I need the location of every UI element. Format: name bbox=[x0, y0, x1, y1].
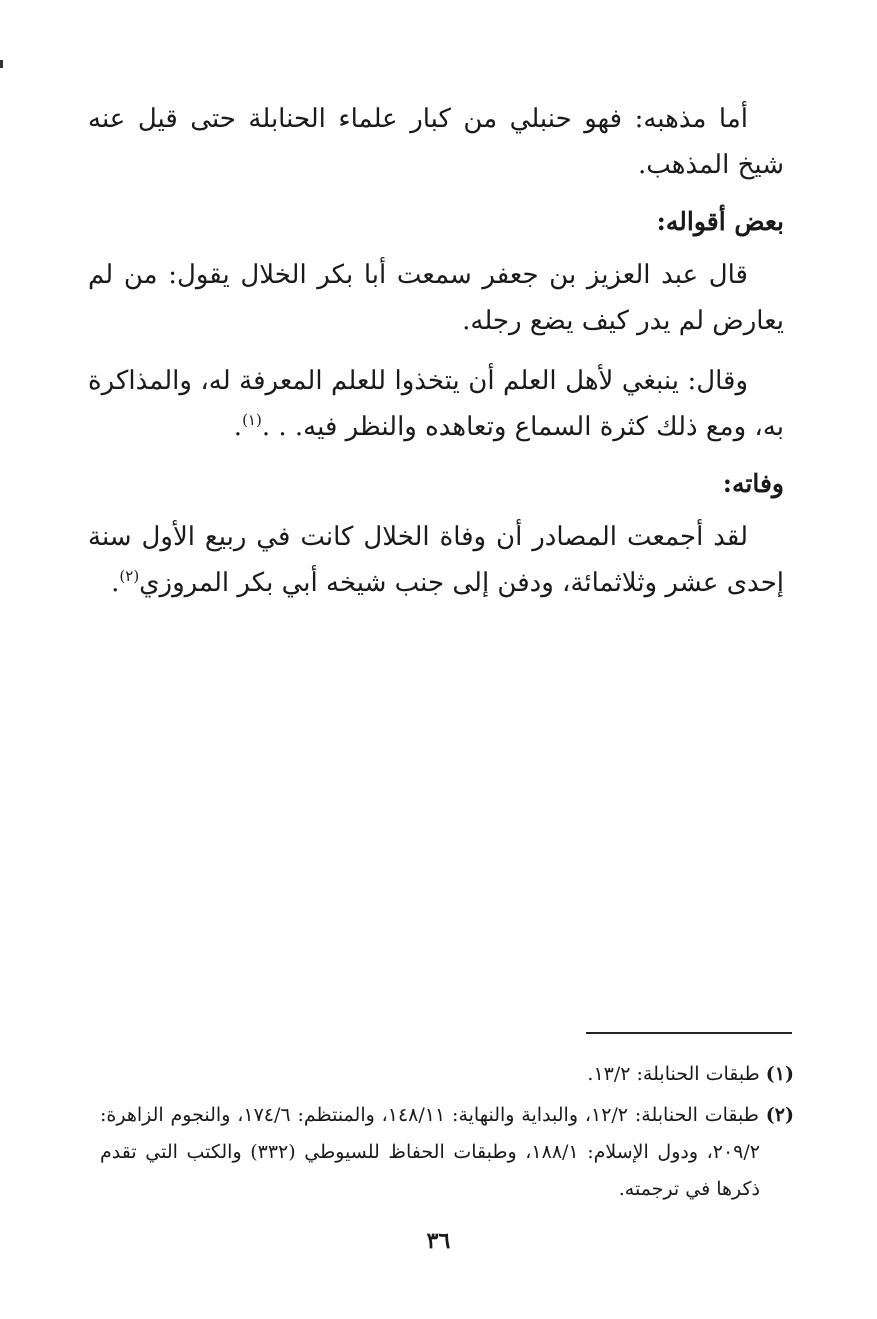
heading-sayings bbox=[88, 202, 784, 242]
page-number: ٣٦ bbox=[426, 1228, 451, 1254]
footnote-number: (١) bbox=[765, 1063, 794, 1085]
footnote-text: طبقات الحنابلة: ١٢/٢، والبداية والنهاية: ١٤٨/١١، والمنتظم: ١٧٤/٦، والنجوم الزاهرة: ٢٠٩/٢، ودول الإسلام: ١٨٨/١، وطبقات الحفاظ للسيوطي (٣٣٢) والكتب التي تقدم ذكرها في ترجمته. bbox=[100, 1104, 760, 1200]
heading-text: بعض أقواله: bbox=[656, 207, 784, 236]
paragraph-saying-2 bbox=[88, 358, 784, 450]
paragraph-saying-1 bbox=[88, 252, 784, 344]
heading-death bbox=[88, 464, 784, 504]
paragraph-madhhab bbox=[88, 96, 784, 188]
footnote-divider bbox=[586, 1032, 792, 1034]
footnotes bbox=[100, 1056, 794, 1212]
paragraph-death bbox=[88, 514, 784, 606]
paragraph-text: أما مذهبه: فهو حنبلي من كبار علماء الحنابلة حتى قيل عنه شيخ المذهب. bbox=[88, 104, 784, 180]
footnote-ref-1[interactable]: (١) bbox=[242, 411, 262, 429]
footnote-text: طبقات الحنابلة: ١٣/٢. bbox=[587, 1063, 760, 1085]
scan-speck bbox=[0, 60, 3, 68]
paragraph-text: لقد أجمعت المصادر أن وفاة الخلال كانت في ربيع الأول سنة إحدى عشر وثلاثمائة، ودفن إلى جنب شيخه أبي بكر المروزي bbox=[88, 522, 784, 598]
footnote-ref-2[interactable]: (٢) bbox=[119, 567, 140, 585]
heading-text: وفاته: bbox=[722, 469, 784, 498]
footnote-2 bbox=[100, 1097, 794, 1208]
paragraph-text: قال عبد العزيز بن جعفر سمعت أبا بكر الخلال يقول: من لم يعارض لم يدر كيف يضع رجله. bbox=[88, 260, 784, 336]
main-text bbox=[88, 96, 784, 620]
sentence-end: . bbox=[233, 412, 243, 442]
sentence-end: . bbox=[111, 568, 120, 598]
paragraph-text: وقال: ينبغي لأهل العلم أن يتخذوا للعلم المعرفة له، والمذاكرة به، ومع ذلك كثرة السماع وتعاهده والنظر فيه. . . bbox=[88, 366, 784, 442]
footnote-number: (٢) bbox=[765, 1104, 794, 1126]
footnote-1 bbox=[100, 1056, 794, 1093]
